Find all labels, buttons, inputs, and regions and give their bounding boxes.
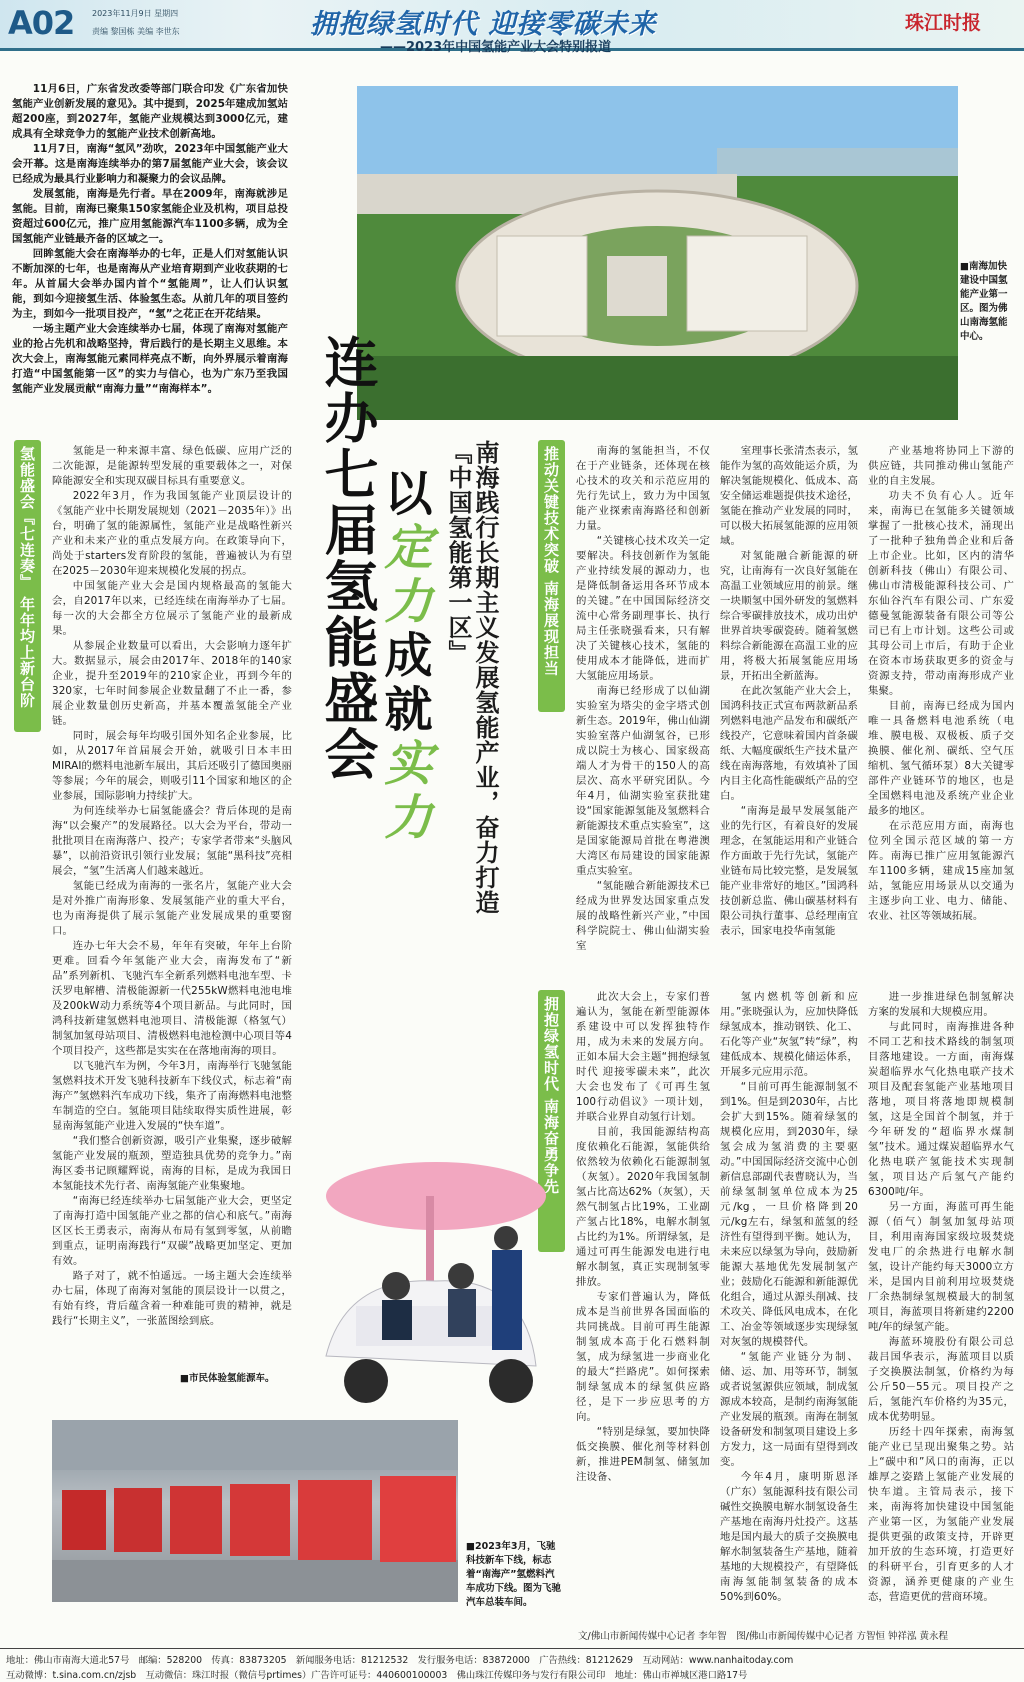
paragraph: 连办七年大会不易，年年有突破，年年上台阶更难。回看今年氢能产业大会，南海发布了“新品”系列新机、飞驰汽车全新系列燃料电池车型、卡沃罗电解槽、清极能源新一代255kW燃料电池电堆及200kW动力系统等4个项目新品。与此同时，国鸿科技新建氢燃料电池项目、清极能源（格氢气）制氢加氢母站项目、清极燃料电池检测中心项目等4个项目投产，这些都是实实在在落地南海的项目。 <box>52 940 292 1057</box>
paragraph: 在此次氢能产业大会上，国鸿科技正式宣布两款新品系列燃料电池产品发布和碳纸产线投产，它意味着国内首条碳纸、大幅度碳纸生产技术量产线在南海落地，有效填补了国内目主化高性能碳纸产品的空白。 <box>720 685 858 802</box>
article-column-7 <box>868 990 1014 1624</box>
headline-slogan <box>378 468 430 846</box>
paragraph: 目前，我国能源结构高度依赖化石能源，氢能供给依然较为依赖化石能源制氢（灰氢）。2020年我国氢制氢占比高达62%（灰氢），天然气制氢占比19%，工业副产氢占比18%，电解水制氢占比约为1%。所谓绿氢，是通过可再生能源发电进行电解水制氢，真正实现制氢零排放。 <box>576 1126 710 1288</box>
paragraph: 室理事长张清杰表示，氢能作为氢的高效能运介质，为解决氢能规模化、低成本、高安全储运难题提供技术途径，氢能在推动产业发展的同时，可以极大拓展氢能源的应用领域。 <box>720 445 858 547</box>
vehicle-photo-caption: ■市民体验氢能源车。 <box>180 1373 275 1384</box>
paragraph: 以飞驰汽车为例，今年3月，南海举行飞驰氢能氢燃料技术开发飞驰科技新车下线仪式，标志着“南海产”氢燃料汽车成功下线，集齐了南海燃料电池整车制造的空白。氢能项目陆续取得实质性进展，彰显南海氢能产业进入发展的“快车道”。 <box>52 1060 292 1132</box>
intro-paragraph: 发展氢能，南海是先行者。早在2009年，南海就涉足氢能。目前，南海已聚集150家氢能企业及机构，项目总投资超过600亿元，推广应用氢能源汽车1100多辆，成为全国氢能产业链最齐备的区域之一。 <box>12 188 288 245</box>
paragraph: 氢能已经成为南海的一张名片，氢能产业大会是对外推广南海形象、发展氢能产业的重大平台，也为南海提供了展示氢能产业发展成果的重要窗口。 <box>52 880 292 937</box>
hydrogen-center-aerial-photo <box>357 86 958 420</box>
page-header <box>0 0 1024 55</box>
paragraph: 从参展企业数量可以看出，大会影响力逐年扩大。数据显示，展会由2017年、2018年的140家企业，提升至2019年的210家企业，再到今年的320家，七年时间参展企业数量翻了不止一番，参展企业数量创历史新高，并基本覆盖氢能全产业链。 <box>52 640 292 727</box>
article-column-4 <box>868 444 1014 956</box>
paragraph: 氢能是一种来源丰富、绿色低碳、应用广泛的二次能源，是能源转型发展的重要载体之一，对保障能源安全和实现双碳目标具有重要意义。 <box>52 445 292 487</box>
vehicle-illustration <box>286 1156 586 1424</box>
section-subtitle: ——2023年中国氢能产业大会特别报道 <box>380 40 612 55</box>
paragraph: 南海已经形成了以仙湖实验室为塔尖的金字塔式创新生态。2019年，佛山仙湖实验室落户仙湖氢谷，已形成以院士为核心、国家级高端人才为骨干的150人的高层次、高水平研究团队。今年4月，仙湖实验室获批建设“国家能源氢能及氢燃料合新能源技术重点实验室”，这是国家能源局首批在粤港澳大湾区布局建设的国家能源重点实验室。 <box>576 685 710 877</box>
paragraph: 目前，南海已经成为国内唯一具备燃料电池系统（电堆、膜电极、双极板、质子交换膜、催化剂、碳纸、空气压缩机、氢气循环泵）8大关键零部件产业链环节的地区，也是全国燃料电池及系统产业企业最多的地区。 <box>868 700 1014 817</box>
paragraph: “目前可再生能源制氢不到1%。但是到2030年，占比会扩大到15%。随着绿氢的规模化应用，到2030年，绿氢会成为氢消费的主要驱动。”中国国际经济交流中心创新信息部副代表曹晓认为，当前绿氢制氢单位成本为25元/kg，一旦价格降到20元/kg左右，绿氢和蓝氢的经济性有望得到平衡。她认为，未来应以绿氢为导向，鼓励新能源大基地优先发展制氢产业；鼓励化石能源和新能源优化组合，通过从源头削减、技术攻关、降低风电成本，在化工、冶金等领域逐步实现绿氢对灰氢的规模替代。 <box>720 1081 858 1348</box>
article-column-1 <box>52 444 292 1376</box>
slogan-part: 成就 <box>376 630 432 738</box>
truck-row-illustration <box>52 1420 458 1602</box>
slogan-part: 实力 <box>376 738 432 846</box>
paragraph: 产业基地将协同上下游的供应链，共同推动佛山氢能产业的自主发展。 <box>868 445 1014 487</box>
section-label-2: 推动关键技术突破 南海展现担当 <box>538 440 565 712</box>
section-label-1: 氢能盛会『七连奏』 年年均上新台阶 <box>14 440 41 732</box>
paragraph: 南海的氢能担当，不仅在于产业链条，还体现在核心技术的攻关和示范应用的先行先试上，致力为中国氢能产业探索南海路径和创新力量。 <box>576 445 710 532</box>
paragraph: “特别是绿氢，要加快降低交换膜、催化剂等材料创新，推进PEM制氢、储氢加注设备、 <box>576 1426 710 1483</box>
article-column-2 <box>576 444 710 956</box>
paragraph: 此次大会上，专家们普遍认为，氢能在新型能源体系建设中可以发挥独特作用，成为未来的发展方向。正如本届大会主题“拥抱绿氢时代 迎接零碳未来”，此次大会也发布了《可再生氢100行动倡议》一项计划，并联合业界自动氢行计划。 <box>576 991 710 1123</box>
article-byline: 文/佛山市新闻传媒中心记者 李年智 图/佛山市新闻传媒中心记者 方智恒 钟祥泓 黄永程 <box>578 1631 948 1642</box>
paragraph: 2022年3月，作为我国氢能产业顶层设计的《氢能产业中长期发展规划（2021－2035年）》出台，明确了氢的能源属性，氢能产业是战略性新兴产业和未来产业的重点发展方向。在政策导向下，尚处于starters发育阶段的氢能，普遍被认为有望在2025－2030年迎来规模化发展的拐点。 <box>52 490 292 577</box>
editor-credit: 责编 黎国栋 美编 李世东 <box>92 27 180 36</box>
paragraph: 中国氢能产业大会是国内规格最高的氢能大会，自2017年以来，已经连续在南海举办了七届。每一次的大会都全方位展示了氢能产业的最新成果。 <box>52 580 292 637</box>
intro-paragraph: 11月6日，广东省发改委等部门联合印发《广东省加快氢能产业创新发展的意见》。其中提到，2025年建成加氢站超200座，到2027年，氢能产业规模达到3000亿元，建成具有全球竞争力的氢能产业技术创新高地。 <box>12 83 288 140</box>
slogan-part: 定力 <box>376 522 432 630</box>
paragraph: 同时，展会每年均吸引国外知名企业参展，比如，从2017年首届展会开始，就吸引日本丰田MIRAI的燃料电池新车展出，其后还吸引了德国奥丽等参展；今年的展会，则吸引11个国家和地区的企业参展，国际影响力持续扩大。 <box>52 730 292 802</box>
assembly-workshop-photo <box>52 1420 458 1602</box>
hydrogen-vehicle-photo <box>286 1156 586 1424</box>
paragraph: 另一方面，海蓝可再生能源（佰气）制氢加氢母站项目，利用南海国家级垃圾焚烧发电厂的余热进行电解水制氢，设计产能约每天3000立方米，是国内目前利用垃圾焚烧厂余热制绿氢规模最大的制氢项目，海蓝项目将新建约2200吨/年的绿氢产能。 <box>868 1201 1014 1333</box>
paragraph: 海蓝环境股份有限公司总裁吕国华表示，海蓝项目以质子交换膜法制氢，价格约为每公斤50－55元。项目投产之后，氢能汽车价格约为35元，成本优势明显。 <box>868 1336 1014 1423</box>
paragraph: “南海已经连续举办七届氢能产业大会，更坚定了南海打造中国氢能产业之都的信心和底气。”南海区区长王勇表示，南海从布局有氢到零氢，从前瞻到重点，证明南海践行“双碳”战略更加坚定、更加有效。 <box>52 1195 292 1267</box>
slogan-part: 以 <box>376 468 432 522</box>
paragraph: “我们整合创新资源，吸引产业集聚，逐步破解氢能产业发展的瓶颈，塑造独具优势的竞争力。”南海区委书记顾耀辉说，南海的目标，是成为我国日本氢能技术先行者、南海氢能产业集聚地。 <box>52 1135 292 1192</box>
intro-text <box>12 82 288 412</box>
page-number: A02 <box>8 4 75 42</box>
headline-deck: 南海践行长期主义发展氢能产业，奋力打造『中国氢能第一区』 <box>444 440 499 915</box>
paragraph: 与此同时，南海推进各种不同工艺和技术路线的制氢项目落地建设。一方面，南海煤炭超临界水气化热电联产技术项目及配套氢能产业基地项目落地，项目将落地即规模制氢，这是全国首个制氢，并于今年研发的“超临界水煤制氢”技术。通过煤炭超临界水气化热电联产氢能技术实现制氢，项目达产后氢气产能约6300吨/年。 <box>868 1021 1014 1198</box>
paragraph: 路子对了，就不怕遥远。一场主题大会连续举办七届，体现了南海对氢能的顶层设计一以贯之，有始有终，背后蕴含着一种难能可贵的精神，就是践行“长期主义”，一张蓝图绘到底。 <box>52 1270 292 1327</box>
paragraph: “氢能产业链分为制、储、运、加、用等环节，制氢或者说氢源供应领域，制成氢源成本较高，是制约南海氢能产业发展的瓶颈。南海在制氢设备研发和制氢项目建设上多方发力，这一局面有望得到改变。 <box>720 1351 858 1468</box>
paragraph: 功夫不负有心人。近年来，南海已在氢能多关键领域掌握了一批核心技术，涌现出了一批种子独角兽企业和后备上市企业。比如，区内的清华创新科技（佛山）有限公司、佛山市清极能源科技公司、广东仙谷汽车有限公司、广东爱德曼氢能源装备有限公司等公司已有上市计划。这些公司或其母公司上市后，有助于企业在资本市场获取更多的资金与资源支持，带动南海形成产业集聚。 <box>868 490 1014 697</box>
footer-publisher-line: 互动微博：t.sina.com.cn/zjsb 互动微信：珠江时报（微信号prtimes）广告许可证号：440600100003 佛山珠江传媒印务与发行有限公司印 地址：佛山市禅城区港口路17号 <box>6 1670 748 1681</box>
intro-paragraph: 一场主题产业大会连续举办七届，体现了南海对氢能产业的抢占先机和战略坚持，背后践行的是长期主义思维。本次大会上，南海氢能元素同样亮点不断，向外界展示着南海打造“中国氢能第一区”的实力与信心，也为广东乃至我国氢能产业发展贡献“南海力量”“南海样本”。 <box>12 323 288 395</box>
paragraph: “关键核心技术攻关一定要解决。科技创新作为氢能产业持续发展的源动力，也是降低制备运用各环节成本的关键。”在中国国际经济交流中心常务副理事长、执行局主任张晓强看来，只有解决了关键核心技术，氢能的使用成本才能降低，进而扩大氢能应用场景。 <box>576 535 710 682</box>
newspaper-logo: 珠江时报 <box>905 12 982 34</box>
footer-contact-line: 地址：佛山市南海大道北57号 邮编：528200 传真：83873205 新闻服务电话：81212532 发行服务电话：83872000 广告热线：81212629 互动网站：www.nanhaitoday.com <box>6 1655 794 1666</box>
aerial-building-illustration <box>357 86 958 420</box>
main-headline: 连办七届氢能盛会 <box>316 334 379 782</box>
page-footer <box>0 1648 1024 1682</box>
paragraph: 氢内燃机等创新和应用。”张晓强认为，应加快降低绿氢成本，推动钢铁、化工、石化等产业“灰氢”转“绿”，构建低成本、规模化储运体系，开展多元应用示范。 <box>720 991 858 1078</box>
section-title: 拥抱绿氢时代 迎接零碳未来 <box>310 9 657 40</box>
paragraph: 对氢能融合新能源的研究，让南海有一次良好氢能在高温工业领域应用的前景。继一块顺氢中国外研发的氢燃料综合零碳排放技术，成功出炉世界首块零碳瓷砖。随着氢燃料综合新能源在高温工业的应用，将极大拓展氢能应用场景，开拓出全新蓝海。 <box>720 550 858 682</box>
paragraph: 今年4月，康明斯恩泽（广东）氢能源科技有限公司碱性交换膜电解水制氢设备生产基地在南海丹灶投产。这基地是国内最大的质子交换膜电解水制氢装备生产基地，随着基地的大规模投产，有望降低南海氢能制氢装备的成本50%到60%。 <box>720 1471 858 1603</box>
top-photo-caption: ■南海加快建设中国氢能产业第一区。图为佛山南海氢能中心。 <box>960 261 1008 342</box>
intro-paragraph: 回眸氢能大会在南海举办的七年，正是人们对氢能认识不断加深的七年，也是南海从产业培育期到产业收获期的七年。从首届大会举办国内首个“氢能周”，让人们认识氢能，到如今迎接氢生活、体验氢生态。从前几年的项目签约为主，到如今一批项目投产，“氢”之花正在开花结果。 <box>12 248 288 320</box>
paragraph: “南海是最早发展氢能产业的先行区，有着良好的发展理念，在氢能运用和产业链合作方面敢于先行先试，氢能产业链布局比较完整，是发展氢能产业非常好的地区。”国鸿科技创新总监、佛山碳基材料有限公司执行董事、总经理南宜表示，国家电投华南氢能 <box>720 805 858 937</box>
paragraph: 为何连续举办七届氢能盛会？背后体现的是南海“以会聚产”的发展路径。以大会为平台，带动一批批项目在南海落户、投产；专家学者带来“头脑风暴”，以前沿资讯引领行业发展；氢能“黑科技”亮相展会，“氢”生活离人们越来越近。 <box>52 805 292 877</box>
bottom-photo-caption: ■2023年3月，飞驰科技新车下线，标志着“南海产”氢燃料汽车成功下线。图为飞驰汽车总装车间。 <box>466 1541 562 1608</box>
section-label-3: 拥抱绿氢时代 南海奋勇争先 <box>538 990 565 1252</box>
paragraph: 历经十四年探索，南海氢能产业已呈现出聚集之势。站上“碳中和”风口的南海，正以雄厚之姿踏上氢能产业发展的快车道。主管局表示，接下来，南海将加快建设中国氢能产业第一区，为氢能产业发展提供更强的政策支持，开辟更加开放的生态环境，打造更好的科研平台，引育更多的人才资源，涵养更健康的产业生态，营造更优的营商环境。 <box>868 1426 1014 1603</box>
article-column-5 <box>576 990 710 1624</box>
paragraph: “氢能融合新能源技术已经成为世界发达国家重点发展的战略性新兴产业，”中国科学院院士、佛山仙湖实验室 <box>576 880 710 952</box>
article-column-6 <box>720 990 858 1624</box>
article-column-3 <box>720 444 858 956</box>
issue-date: 2023年11月9日 星期四 <box>92 9 179 18</box>
paragraph: 在示范应用方面，南海也位列全国示范区域的第一方阵。南海已推广应用氢能源汽车1100多辆，建成15座加氢站，氢能应用场景从以交通为主逐步向工业、电力、储能、农业、社区等领域拓展。 <box>868 820 1014 922</box>
paragraph: 进一步推进绿色制氢解决方案的发展和大规模应用。 <box>868 991 1014 1018</box>
paragraph: 专家们普遍认为，降低成本是当前世界各国面临的共同挑战。目前可再生能源制氢成本高于化石燃料制氢，成为绿氢进一步商业化的最大“拦路虎”。如何探索制绿氢成本的绿氢供应路径，是下一步应思考的方向。 <box>576 1291 710 1423</box>
intro-paragraph: 11月7日，南海“氢风”劲吹，2023年中国氢能产业大会开幕。这是南海连续举办的第7届氢能产业大会，该会议已经成为最具行业影响力和凝聚力的会议品牌。 <box>12 143 288 185</box>
